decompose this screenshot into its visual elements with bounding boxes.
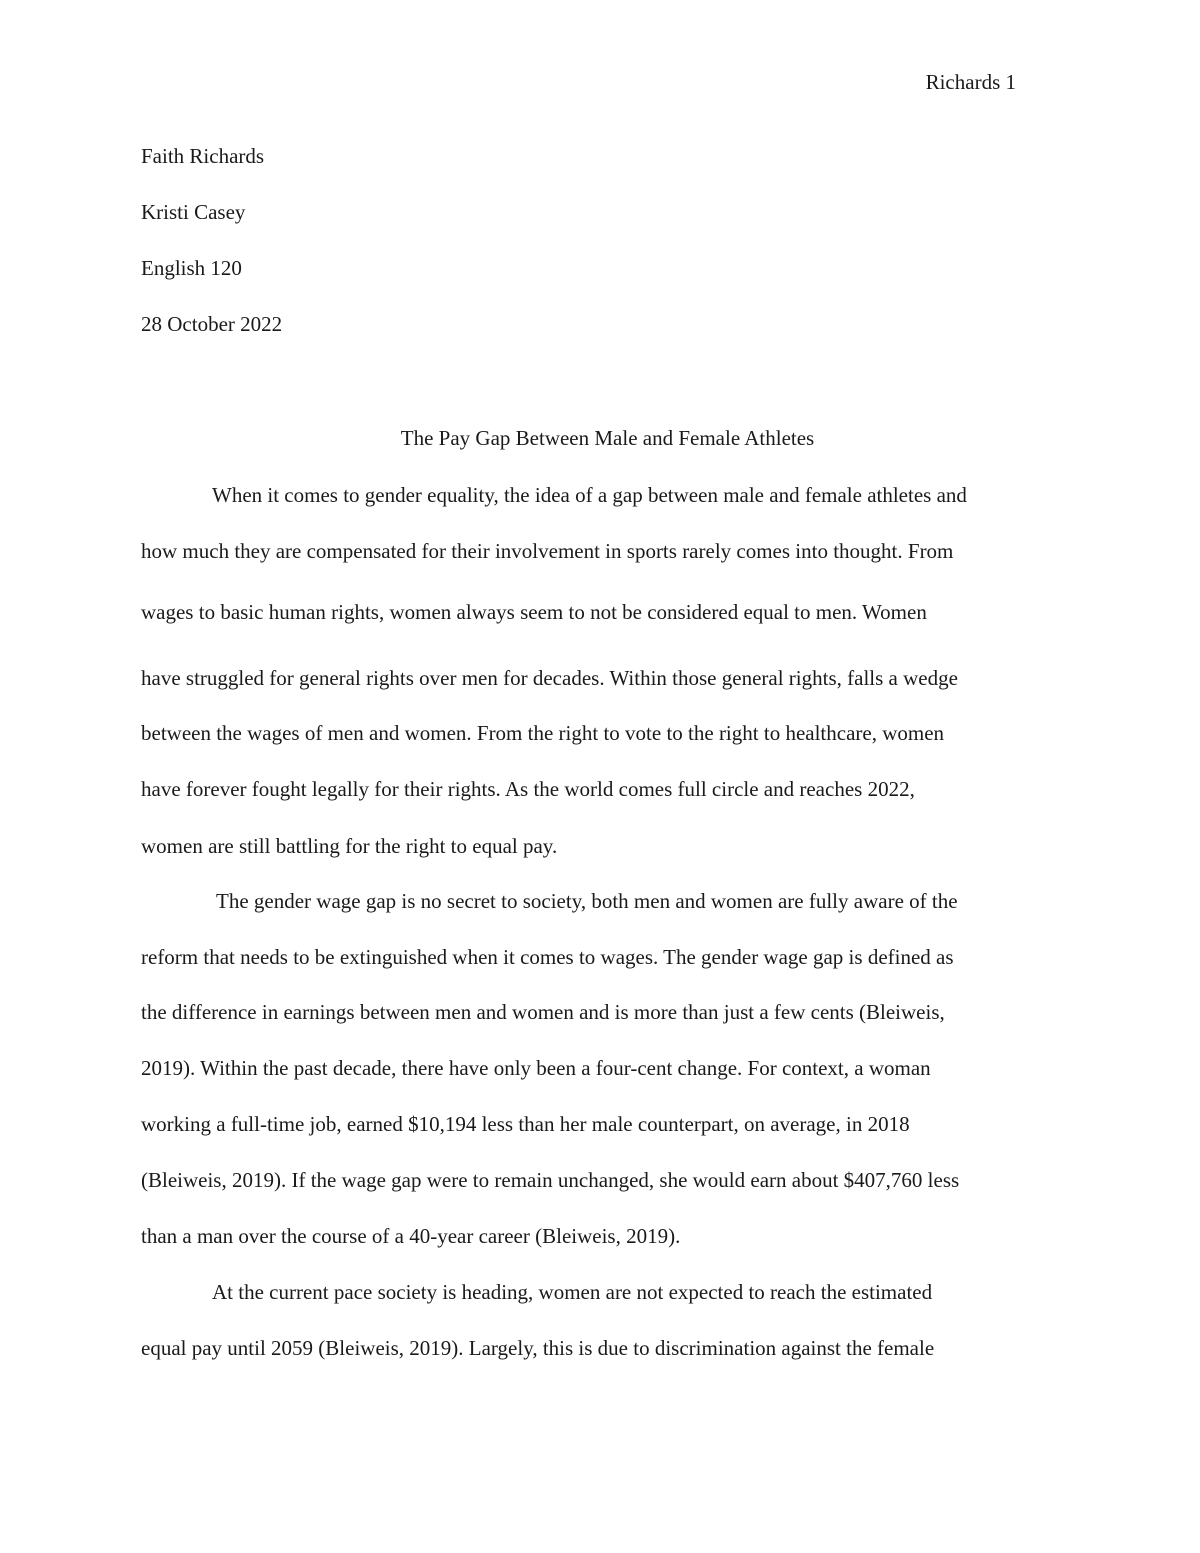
body-line: When it comes to gender equality, the idea of a gap between male and female athletes and (212, 483, 967, 507)
body-line: equal pay until 2059 (Bleiweis, 2019). Largely, this is due to discrimination against the female (141, 1336, 935, 1360)
essay-title: The Pay Gap Between Male and Female Athletes (400, 426, 815, 450)
body-line: wages to basic human rights, women always seem to not be considered equal to men. Women (141, 600, 927, 624)
body-line: between the wages of men and women. From the right to vote to the right to healthcare, women (141, 721, 945, 745)
body-line: how much they are compensated for their involvement in sports rarely comes into thought. From (141, 539, 954, 563)
body-line: have forever fought legally for their rights. As the world comes full circle and reaches 2022, (141, 777, 915, 801)
body-line: working a full-time job, earned $10,194 less than her male counterpart, on average, in 2018 (141, 1112, 910, 1136)
author-name: Faith Richards (141, 144, 265, 168)
body-line: The gender wage gap is no secret to society, both men and women are fully aware of the (216, 889, 958, 913)
body-line: women are still battling for the right to equal pay. (141, 834, 558, 858)
instructor-name: Kristi Casey (141, 200, 246, 224)
essay-date: 28 October 2022 (141, 312, 283, 336)
running-head: Richards 1 (925, 70, 1016, 94)
body-line: At the current pace society is heading, women are not expected to reach the estimated (212, 1280, 933, 1304)
body-line: the difference in earnings between men and women and is more than just a few cents (Bleiweis, (141, 1000, 945, 1024)
body-line: than a man over the course of a 40-year career (Bleiweis, 2019). (141, 1224, 681, 1248)
body-line: 2019). Within the past decade, there have only been a four-cent change. For context, a woman (141, 1056, 931, 1080)
body-line: (Bleiweis, 2019). If the wage gap were to remain unchanged, she would earn about $407,760 less (141, 1168, 960, 1192)
body-line: reform that needs to be extinguished when it comes to wages. The gender wage gap is defined as (141, 945, 954, 969)
course-name: English 120 (141, 256, 242, 280)
body-line: have struggled for general rights over men for decades. Within those general rights, falls a wedge (141, 666, 958, 690)
mla-heading (141, 142, 282, 366)
